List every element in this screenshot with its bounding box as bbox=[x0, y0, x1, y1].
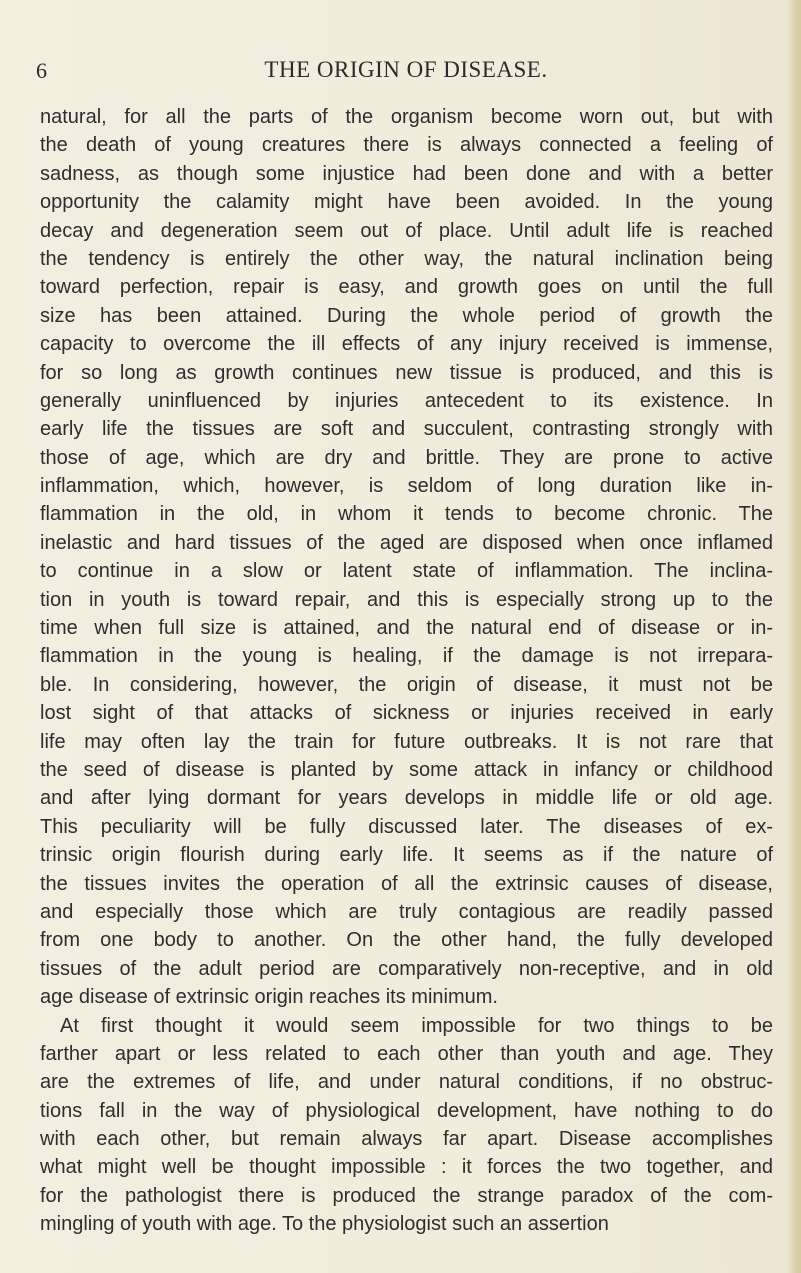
text-line: tion in youth is toward repair, and this is especially strong up to the bbox=[40, 588, 773, 611]
text-line: capacity to overcome the ill effects of any injury received is immense, bbox=[40, 333, 773, 356]
text-line: life may often lay the train for future outbreaks. It is not rare that bbox=[40, 730, 773, 753]
text-line: At first thought it would seem impossible for two things to be bbox=[60, 1014, 773, 1037]
text-line: toward perfection, repair is easy, and growth goes on until the full bbox=[40, 276, 773, 299]
text-line: early life the tissues are soft and succulent, contrasting strongly with bbox=[40, 418, 773, 441]
text-line: and after lying dormant for years develops in middle life or old age. bbox=[40, 787, 773, 810]
paragraph-2 bbox=[40, 1012, 773, 1239]
text-line: ble. In considering, however, the origin of disease, it must not be bbox=[40, 673, 773, 696]
text-line: the tendency is entirely the other way, the natural inclination being bbox=[40, 247, 773, 270]
text-line: for so long as growth continues new tissue is produced, and this is bbox=[40, 361, 773, 384]
text-line: size has been attained. During the whole period of growth the bbox=[40, 304, 773, 327]
text-line: flammation in the young is healing, if the damage is not irrepara- bbox=[40, 645, 773, 668]
page-number: 6 bbox=[36, 58, 47, 83]
text-line: mingling of youth with age. To the physiologist such an assertion bbox=[40, 1213, 609, 1236]
text-line: with each other, but remain always far apart. Disease accomplishes bbox=[40, 1128, 773, 1151]
text-line: lost sight of that attacks of sickness or injuries received in early bbox=[40, 702, 773, 725]
text-line: decay and degeneration seem out of place. Until adult life is reached bbox=[40, 219, 773, 242]
text-line: age disease of extrinsic origin reaches its minimum. bbox=[40, 986, 498, 1009]
text-line: flammation in the old, in whom it tends to become chronic. The bbox=[40, 503, 773, 526]
text-line: those of age, which are dry and brittle. They are prone to active bbox=[40, 446, 773, 469]
paragraph-1 bbox=[40, 103, 773, 1012]
text-line: tions fall in the way of physiological development, have nothing to do bbox=[40, 1099, 773, 1122]
text-line: generally uninfluenced by injuries antecedent to its existence. In bbox=[40, 389, 773, 412]
body-text bbox=[40, 103, 773, 1239]
text-line: for the pathologist there is produced the strange paradox of the com- bbox=[40, 1184, 773, 1207]
text-line: the death of young creatures there is always connected a feeling of bbox=[40, 134, 773, 157]
page-edge-shadow bbox=[787, 0, 801, 1273]
text-line: This peculiarity will be fully discussed later. The diseases of ex- bbox=[40, 815, 773, 838]
text-line: farther apart or less related to each other than youth and age. They bbox=[40, 1042, 773, 1065]
text-line: the seed of disease is planted by some attack in infancy or childhood bbox=[40, 758, 773, 781]
running-title: THE ORIGIN OF DISEASE. bbox=[264, 57, 548, 82]
text-line: natural, for all the parts of the organism become worn out, but with bbox=[40, 106, 773, 128]
text-line: and especially those which are truly contagious are readily passed bbox=[40, 900, 773, 923]
text-line: trinsic origin flourish during early life. It seems as if the nature of bbox=[40, 844, 773, 867]
text-line: what might well be thought impossible : it forces the two together, and bbox=[40, 1156, 773, 1179]
text-line: opportunity the calamity might have been avoided. In the young bbox=[40, 191, 773, 214]
text-line: time when full size is attained, and the natural end of disease or in- bbox=[40, 617, 773, 640]
text-line: from one body to another. On the other hand, the fully developed bbox=[40, 929, 773, 952]
text-line: the tissues invites the operation of all the extrinsic causes of disease, bbox=[40, 872, 773, 895]
text-line: are the extremes of life, and under natural conditions, if no obstruc- bbox=[40, 1071, 773, 1094]
page-header bbox=[36, 55, 776, 89]
text-line: sadness, as though some injustice had been done and with a better bbox=[40, 162, 773, 185]
text-line: inelastic and hard tissues of the aged are disposed when once inflamed bbox=[40, 531, 773, 554]
text-line: tissues of the adult period are comparatively non-receptive, and in old bbox=[40, 957, 773, 980]
text-line: inflammation, which, however, is seldom of long duration like in- bbox=[40, 475, 773, 498]
text-line: to continue in a slow or latent state of inflammation. The inclina- bbox=[40, 560, 773, 583]
